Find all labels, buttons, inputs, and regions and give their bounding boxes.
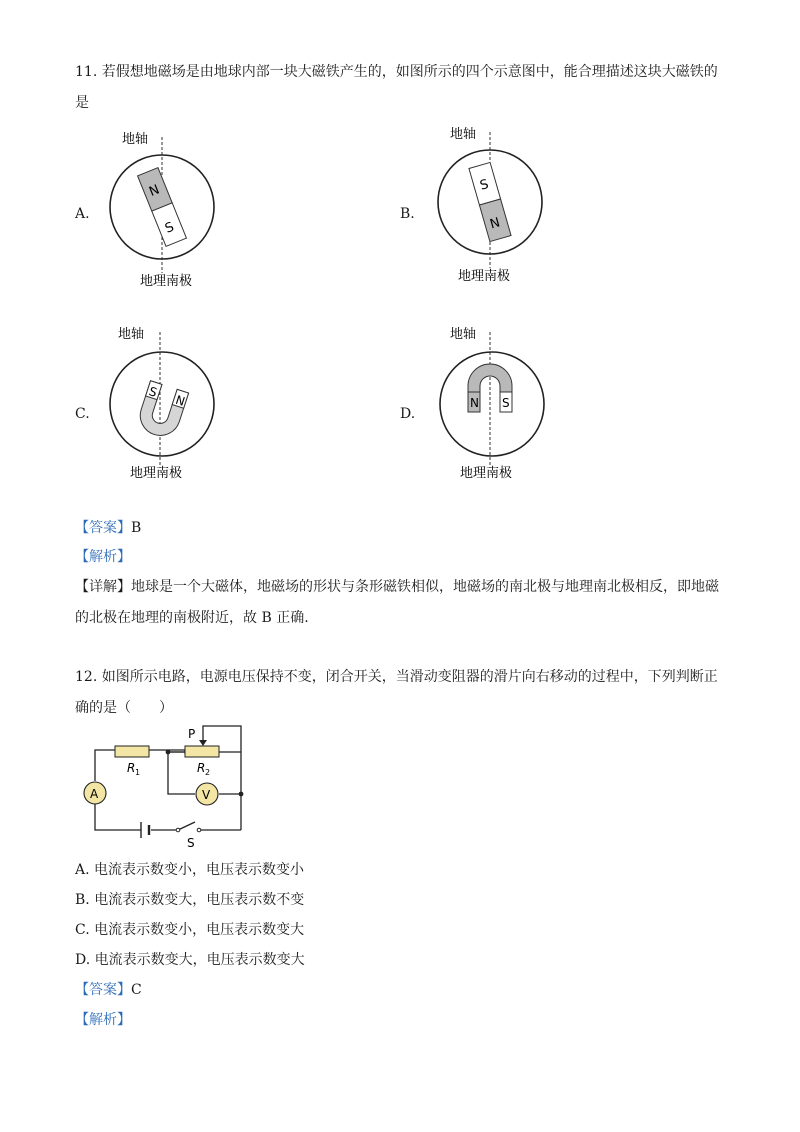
switch-contact (176, 828, 180, 832)
q12-answer (75, 981, 142, 999)
magnet-n-label: N (470, 396, 479, 410)
pole-label: 地理南极 (140, 274, 193, 289)
q11-option-b-label: B. (400, 206, 415, 222)
q12-stem-line1: 12. 如图所示电路，电源电压保持不变，闭合开关，当滑动变阻器的滑片向右移动的过程中，下列判断正 (75, 669, 718, 685)
option-label: B. (75, 892, 90, 908)
magnet-s-label: S (502, 396, 510, 410)
q11-option-a-label: A. (75, 206, 90, 222)
axis-label: 地轴 (450, 327, 477, 342)
rheostat-r2 (185, 746, 219, 757)
q11-figure-b (428, 120, 558, 290)
q11-stem-line2: 是 (75, 95, 89, 111)
wire (168, 752, 195, 794)
answer-tag: 【答案】 (75, 520, 131, 536)
option-text: 电流表示数变小，电压表示数变小 (94, 862, 305, 878)
magnet-n-label: N (147, 182, 162, 200)
q12-analysis-tag: 【解析】 (75, 1012, 131, 1028)
r2-label: R (197, 761, 206, 775)
q11-stem-line1: 11. 若假想地磁场是由地球内部一块大磁铁产生的，如图所示的四个示意图中，能合理描述这块大磁铁的 (75, 64, 718, 80)
option-label: D. (75, 952, 91, 968)
junction-dot (239, 792, 244, 797)
q11-answer (75, 519, 141, 537)
answer-value: B (131, 520, 142, 536)
earth-circle (110, 352, 214, 456)
detail-text: 地球是一个大磁体，地磁场的形状与条形磁铁相似，地磁场的南北极与地理南北极相反，即地磁 (131, 579, 719, 595)
switch-contact (197, 828, 201, 832)
q12-circuit-diagram (75, 718, 265, 853)
wire (95, 750, 115, 781)
switch-lever (178, 822, 195, 830)
r1-label: R (127, 761, 136, 775)
q11-figure-d (428, 320, 558, 490)
magnet-s-label: S (478, 177, 491, 194)
q11-option-c-label: C. (75, 406, 90, 422)
magnet-n-label: N (173, 392, 187, 409)
answer-value: C (131, 982, 142, 998)
q12-option-c (75, 921, 304, 939)
detail-tag: 【详解】 (75, 579, 131, 595)
answer-tag: 【答案】 (75, 982, 131, 998)
voltmeter-label: V (202, 788, 211, 802)
q11-figure-a (100, 125, 230, 295)
q11-analysis-tag: 【解析】 (75, 549, 131, 565)
axis-label: 地轴 (450, 127, 477, 142)
q12-option-d (75, 951, 305, 969)
pole-label: 地理南极 (458, 269, 511, 284)
option-text: 电流表示数变大，电压表示数不变 (94, 892, 305, 908)
option-label: A. (75, 862, 90, 878)
switch-label: S (187, 836, 195, 850)
pole-label: 地理南极 (130, 466, 183, 481)
resistor-r1 (115, 746, 149, 757)
q11-detail-line2: 的北极在地理的南极附近，故 B 正确. (75, 610, 309, 626)
axis-label: 地轴 (122, 132, 149, 147)
q12-option-a (75, 861, 304, 879)
junction-dot (166, 750, 171, 755)
wire (95, 804, 141, 830)
q11-option-d-label: D. (400, 406, 416, 422)
ammeter-label: A (90, 787, 99, 801)
option-label: C. (75, 922, 90, 938)
option-text: 电流表示数变小，电压表示数变大 (94, 922, 305, 938)
wire (203, 726, 241, 830)
bar-magnet (138, 168, 187, 247)
magnet-n-label: N (488, 215, 502, 233)
q11-detail-line1 (75, 578, 719, 596)
q11-figure-c (100, 320, 230, 490)
r1-subscript: 1 (135, 768, 141, 777)
q12-option-b (75, 891, 304, 909)
option-text: 电流表示数变大，电压表示数变大 (94, 952, 305, 968)
q12-stem-line2: 确的是（ ） (75, 700, 173, 716)
r2-subscript: 2 (205, 768, 211, 777)
slider-arrow (199, 740, 207, 746)
slider-p-label: P (188, 727, 196, 741)
pole-label: 地理南极 (460, 466, 513, 481)
axis-label: 地轴 (118, 327, 145, 342)
magnet-s-label: S (162, 219, 177, 237)
bar-magnet (469, 162, 511, 241)
magnet-s-label: S (147, 384, 159, 400)
horseshoe-magnet (135, 381, 188, 441)
